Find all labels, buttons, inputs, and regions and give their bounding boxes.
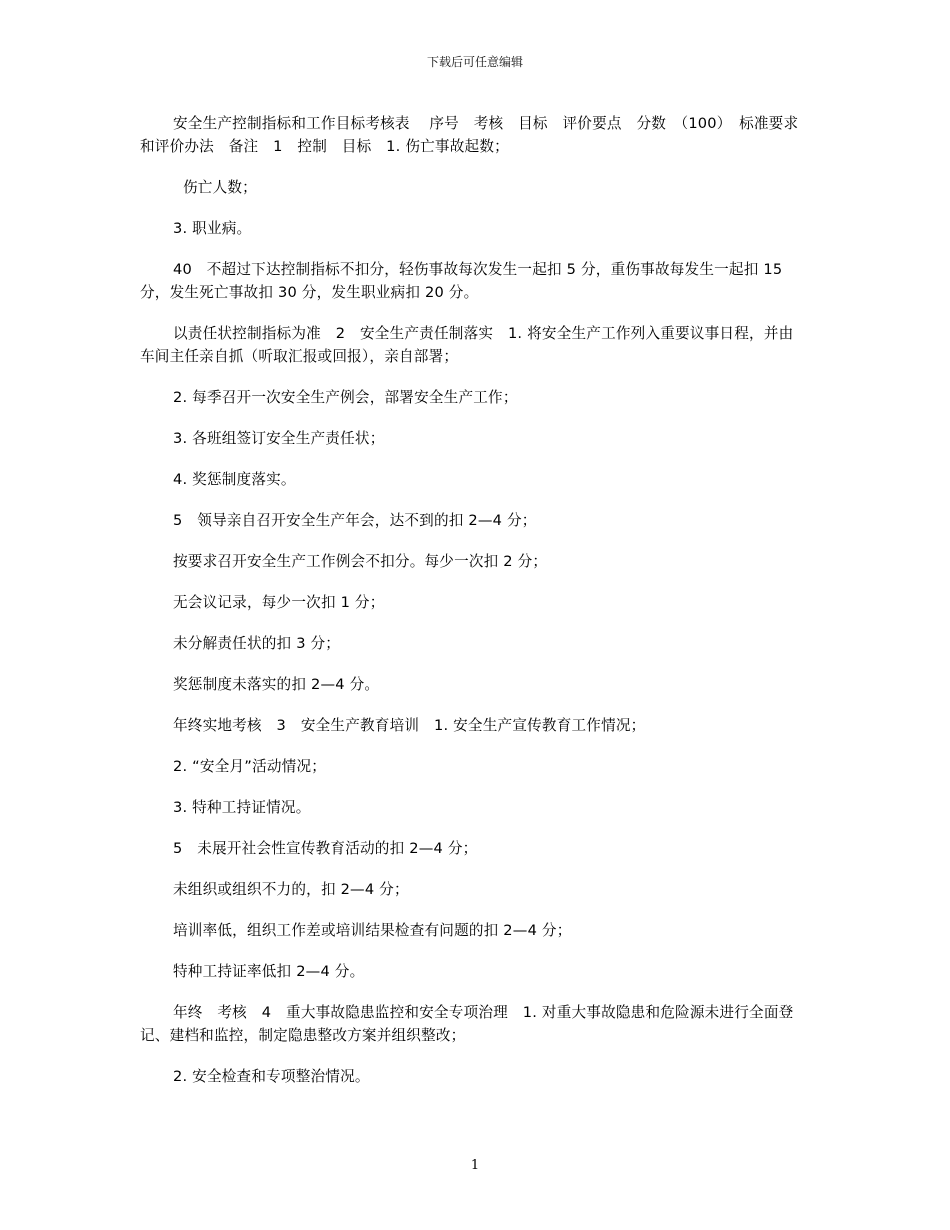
paragraph: 年终 考核 4 重大事故隐患监控和安全专项治理 1. 对重大事故隐患和危险源未进行全面登记、建档和监控，制定隐患整改方案并组织整改； xyxy=(140,1004,794,1044)
paragraph: 40 不超过下达控制指标不扣分，轻伤事故每次发生一起扣 5 分，重伤事故每发生一起扣 15 分，发生死亡事故扣 30 分，发生职业病扣 20 分。 xyxy=(140,261,783,301)
paragraph: 按要求召开安全生产工作例会不扣分。每少一次扣 2 分； xyxy=(173,553,548,570)
paragraph: 以责任状控制指标为准 2 安全生产责任制落实 1. 将安全生产工作列入重要议事日程，并由车间主任亲自抓（听取汇报或回报），亲自部署； xyxy=(140,325,794,365)
paragraph: 3. 职业病。 xyxy=(173,220,252,237)
paragraph: 无会议记录，每少一次扣 1 分； xyxy=(173,594,385,611)
paragraph: 培训率低，组织工作差或培训结果检查有问题的扣 2—4 分； xyxy=(173,922,572,939)
paragraph: 奖惩制度未落实的扣 2—4 分。 xyxy=(173,676,380,693)
paragraph: 未分解责任状的扣 3 分； xyxy=(173,635,341,652)
paragraph: 2. 每季召开一次安全生产例会，部署安全生产工作； xyxy=(173,389,518,406)
paragraph: 2. 安全检查和专项整治情况。 xyxy=(173,1068,370,1085)
page-header: 下载后可任意编辑 xyxy=(426,55,523,69)
paragraph: 2. “安全月”活动情况； xyxy=(173,758,327,775)
paragraph: 未组织或组织不力的，扣 2—4 分； xyxy=(173,881,409,898)
paragraph: 3. 各班组签订安全生产责任状； xyxy=(173,430,385,447)
paragraph: 安全生产控制指标和工作目标考核表 序号 考核 目标 评价要点 分数 （100） 标准要求和评价办法 备注 1 控制 目标 1. 伤亡事故起数； xyxy=(140,115,799,155)
paragraph: 5 领导亲自召开安全生产年会，达不到的扣 2—4 分； xyxy=(173,512,537,529)
paragraph: 5 未展开社会性宣传教育活动的扣 2—4 分； xyxy=(173,840,478,857)
paragraph: 年终实地考核 3 安全生产教育培训 1. 安全生产宣传教育工作情况； xyxy=(173,717,646,734)
paragraph: 3. 特种工持证情况。 xyxy=(173,799,311,816)
paragraph: 特种工持证率低扣 2—4 分。 xyxy=(173,963,365,980)
paragraph: 伤亡人数； xyxy=(183,179,257,196)
page-number: 1 xyxy=(470,1158,480,1173)
paragraph: 4. 奖惩制度落实。 xyxy=(173,471,296,488)
document-body xyxy=(140,112,805,1106)
